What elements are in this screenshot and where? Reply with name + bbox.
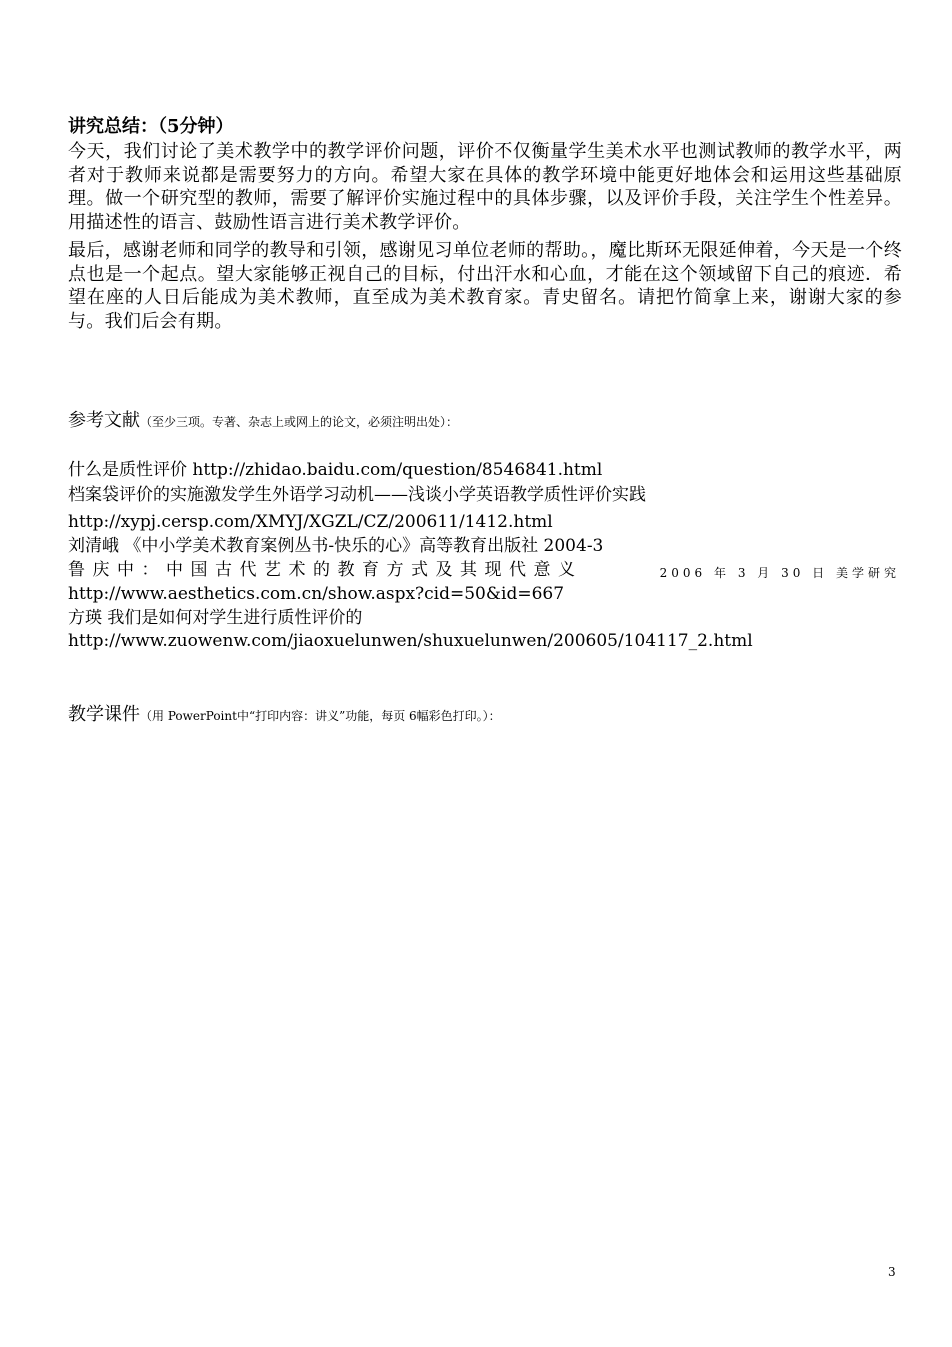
references-heading: [68, 410, 458, 433]
reference-line: 什么是质性评价 http://zhidao.baidu.com/question/8546841.html: [68, 460, 603, 480]
references-heading-label: 参考文献: [68, 410, 140, 431]
courseware-heading: [68, 704, 501, 727]
courseware-heading-note: （用 PowerPoint中“打印内容：讲义”功能，每页 6幅彩色打印。）：: [140, 709, 501, 723]
reference-line-tail: 2006 年 3 月 30 日 美学研究: [659, 566, 900, 580]
reference-line: 档案袋评价的实施激发学生外语学习动机——浅谈小学英语教学质性评价实践: [68, 485, 646, 505]
reference-line: 方瑛 我们是如何对学生进行质性评价的: [68, 608, 363, 628]
summary-paragraph-2: 最后，感谢老师和同学的教导和引领，感谢见习单位老师的帮助。，魔比斯环无限延伸着，今天是一个终点也是一个起点。望大家能够正视自己的目标，付出汗水和心血，才能在这个领域留下自己的痕迹．希望在座的人日后能成为美术教师，直至成为美术教育家。青史留名。请把竹简拿上来，谢谢大家的参与。我们后会有期。: [68, 240, 902, 332]
reference-line: http://xypj.cersp.com/XMYJ/XGZL/CZ/200611/1412.html: [68, 512, 553, 532]
references-heading-note: （至少三项。专著、杂志上或网上的论文，必须注明出处）：: [140, 415, 459, 429]
reference-line: http://www.zuowenw.com/jiaoxuelunwen/shuxuelunwen/200605/104117_2.html: [68, 631, 753, 651]
reference-line: 刘清峨 《中小学美术教育案例丛书-快乐的心》高等教育出版社 2004-3: [68, 536, 604, 556]
reference-line: 鲁庆中：中国古代艺术的教育方式及其现代意义: [68, 560, 583, 580]
summary-title: 讲究总结：（5分钟）: [68, 116, 234, 137]
reference-line: http://www.aesthetics.com.cn/show.aspx?cid=50&id=667: [68, 584, 565, 604]
page-number: 3: [888, 1265, 896, 1279]
summary-paragraph-1: 今天，我们讨论了美术教学中的教学评价问题，评价不仅衡量学生美术水平也测试教师的教学水平，两者对于教师来说都是需要努力的方向。希望大家在具体的教学环境中能更好地体会和运用这些基础原理。做一个研究型的教师，需要了解评价实施过程中的具体步骤，以及评价手段，关注学生个性差异。用描述性的语言、鼓励性语言进行美术教学评价。: [68, 141, 902, 233]
courseware-heading-label: 教学课件: [68, 704, 140, 725]
